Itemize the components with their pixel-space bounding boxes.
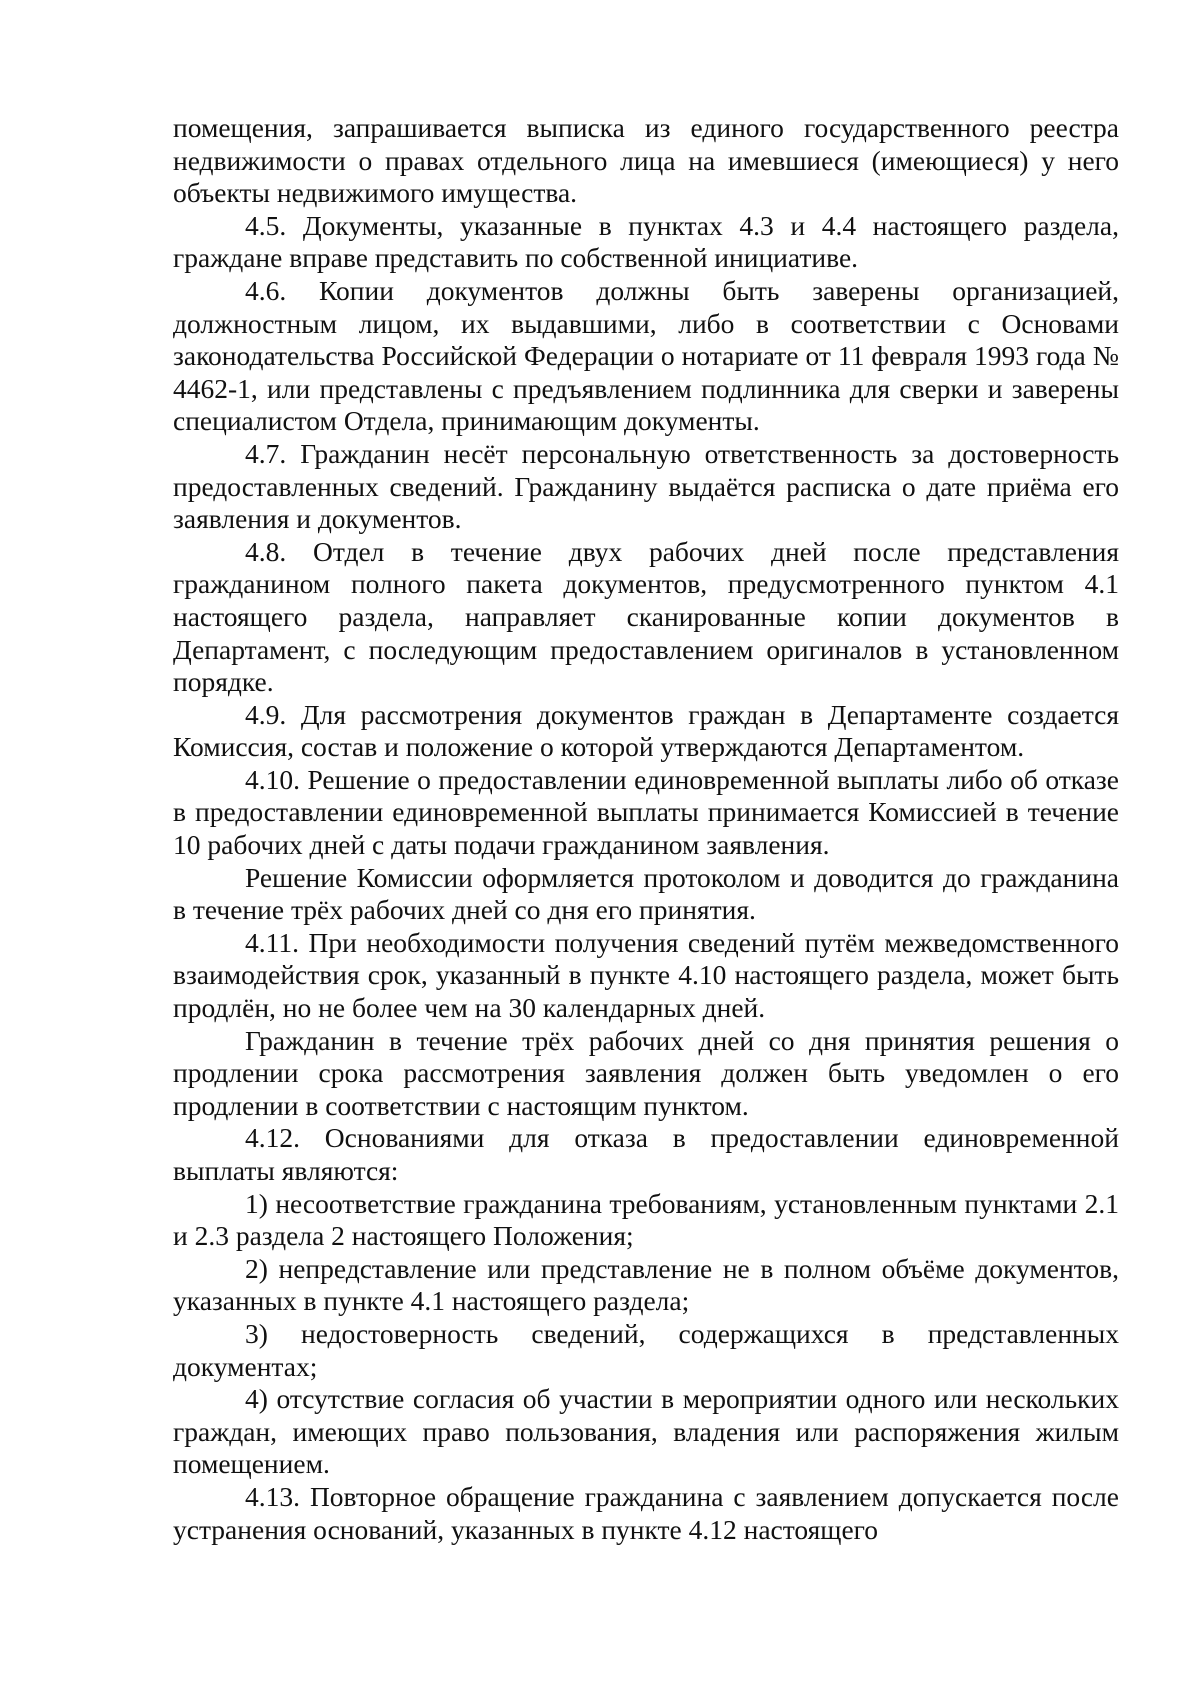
paragraph-4-9: 4.9. Для рассмотрения документов граждан в Департаменте создается Комиссия, состав и положение о которой утверждаются Департаментом. (173, 698, 1119, 763)
paragraph-4-11: 4.11. При необходимости получения сведений путём межведомственного взаимодействия срок, указанный в пункте 4.10 настоящего раздела, может быть продлён, но не более чем на 30 календарных дней. (173, 926, 1119, 1024)
paragraph-4-5: 4.5. Документы, указанные в пунктах 4.3 и 4.4 настоящего раздела, граждане вправе представить по собственной инициативе. (173, 209, 1119, 274)
paragraph-4-7: 4.7. Гражданин несёт персональную ответственность за достоверность предоставленных сведений. Гражданину выдаётся расписка о дате приёма его заявления и документов. (173, 437, 1119, 535)
paragraph-4-8: 4.8. Отдел в течение двух рабочих дней после представления гражданином полного пакета документов, предусмотренного пунктом 4.1 настоящего раздела, направляет сканированные копии документов в Департамент, с последующим предоставлением оригиналов в установленном порядке. (173, 535, 1119, 698)
paragraph-4-11-notice: Гражданин в течение трёх рабочих дней со дня принятия решения о продлении срока рассмотрения заявления должен быть уведомлен о его продлении в соответствии с настоящим пунктом. (173, 1024, 1119, 1121)
list-item-2: 2) непредставление или представление не в полном объёме документов, указанных в пункте 4.1 настоящего раздела; (173, 1252, 1119, 1317)
paragraph-4-13: 4.13. Повторное обращение гражданина с заявлением допускается после устранения оснований, указанных в пункте 4.12 настоящего (173, 1480, 1119, 1545)
paragraph-4-10: 4.10. Решение о предоставлении единовременной выплаты либо об отказе в предоставлении единовременной выплаты принимается Комиссией в течение 10 рабочих дней с даты подачи гражданином заявления. (173, 763, 1119, 861)
list-item-4: 4) отсутствие согласия об участии в мероприятии одного или нескольких граждан, имеющих право пользования, владения или распоряжения жилым помещением. (173, 1383, 1119, 1480)
document-page (173, 112, 1119, 1546)
list-item-1: 1) несоответствие гражданина требованиям, установленным пунктами 2.1 и 2.3 раздела 2 настоящего Положения; (173, 1187, 1119, 1252)
paragraph-4-10-decision: Решение Комиссии оформляется протоколом и доводится до гражданина в течение трёх рабочих дней со дня его принятия. (173, 861, 1119, 926)
list-item-3: 3) недостоверность сведений, содержащихся в представленных документах; (173, 1317, 1119, 1382)
paragraph-4-6: 4.6. Копии документов должны быть заверены организацией, должностным лицом, их выдавшими, либо в соответствии с Основами законодательства Российской Федерации о нотариате от 11 февраля 1993 года № 4462-1, или представлены с предъявлением подлинника для сверки и заверены специалистом Отдела, принимающим документы. (173, 274, 1119, 437)
paragraph-continuation: помещения, запрашивается выписка из единого государственного реестра недвижимости о правах отдельного лица на имевшиеся (имеющиеся) у него объекты недвижимого имущества. (173, 112, 1119, 209)
paragraph-4-12: 4.12. Основаниями для отказа в предоставлении единовременной выплаты являются: (173, 1122, 1119, 1186)
